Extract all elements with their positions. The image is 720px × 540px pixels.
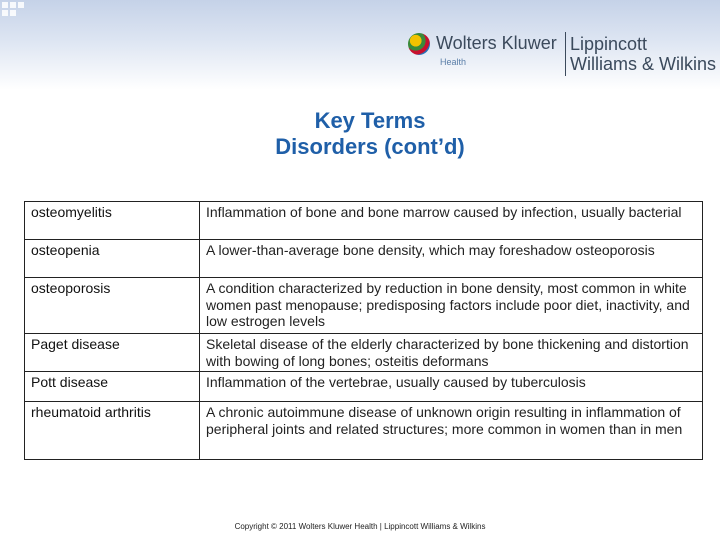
definition-cell: A chronic autoimmune disease of unknown origin resulting in inflammation of peripheral joints and related structures; more common in women than in men [200,402,703,460]
term-cell: osteomyelitis [25,202,200,240]
definition-cell: Inflammation of bone and bone marrow caused by infection, usually bacterial [200,202,703,240]
table-row [25,334,703,372]
definition-cell: Inflammation of the vertebrae, usually caused by tuberculosis [200,372,703,402]
publisher-logo [406,30,716,80]
logo-divider [565,32,566,76]
definition-cell: Skeletal disease of the elderly characterized by bone thickening and distortion with bowing of long bones; osteitis deformans [200,334,703,372]
table-row [25,372,703,402]
logo-imprint-line1: Lippincott [570,34,648,54]
copyright-footer: Copyright © 2011 Wolters Kluwer Health | Lippincott Williams & Wilkins [234,522,486,531]
definition-cell: A condition characterized by reduction in bone density, most common in white women past menopause; predisposing factors include poor diet, inactivity, and low estrogen levels [200,278,703,334]
term-cell: Paget disease [25,334,200,372]
decorative-squares [0,0,40,20]
logo-imprint-line2: Williams & Wilkins [570,54,716,74]
slide-subtitle: Disorders (cont’d) [275,134,465,159]
logo-company: Wolters Kluwer [436,33,557,53]
table-row [25,202,703,240]
key-terms-table [24,201,703,460]
table-row [25,278,703,334]
term-cell: rheumatoid arthritis [25,402,200,460]
table-row [25,240,703,278]
definition-cell: A lower-than-average bone density, which may foreshadow osteoporosis [200,240,703,278]
logo-division: Health [440,57,467,67]
term-cell: Pott disease [25,372,200,402]
table-row [25,402,703,460]
term-cell: osteoporosis [25,278,200,334]
globe-icon [408,33,430,55]
slide-title: Key Terms [314,108,426,133]
term-cell: osteopenia [25,240,200,278]
